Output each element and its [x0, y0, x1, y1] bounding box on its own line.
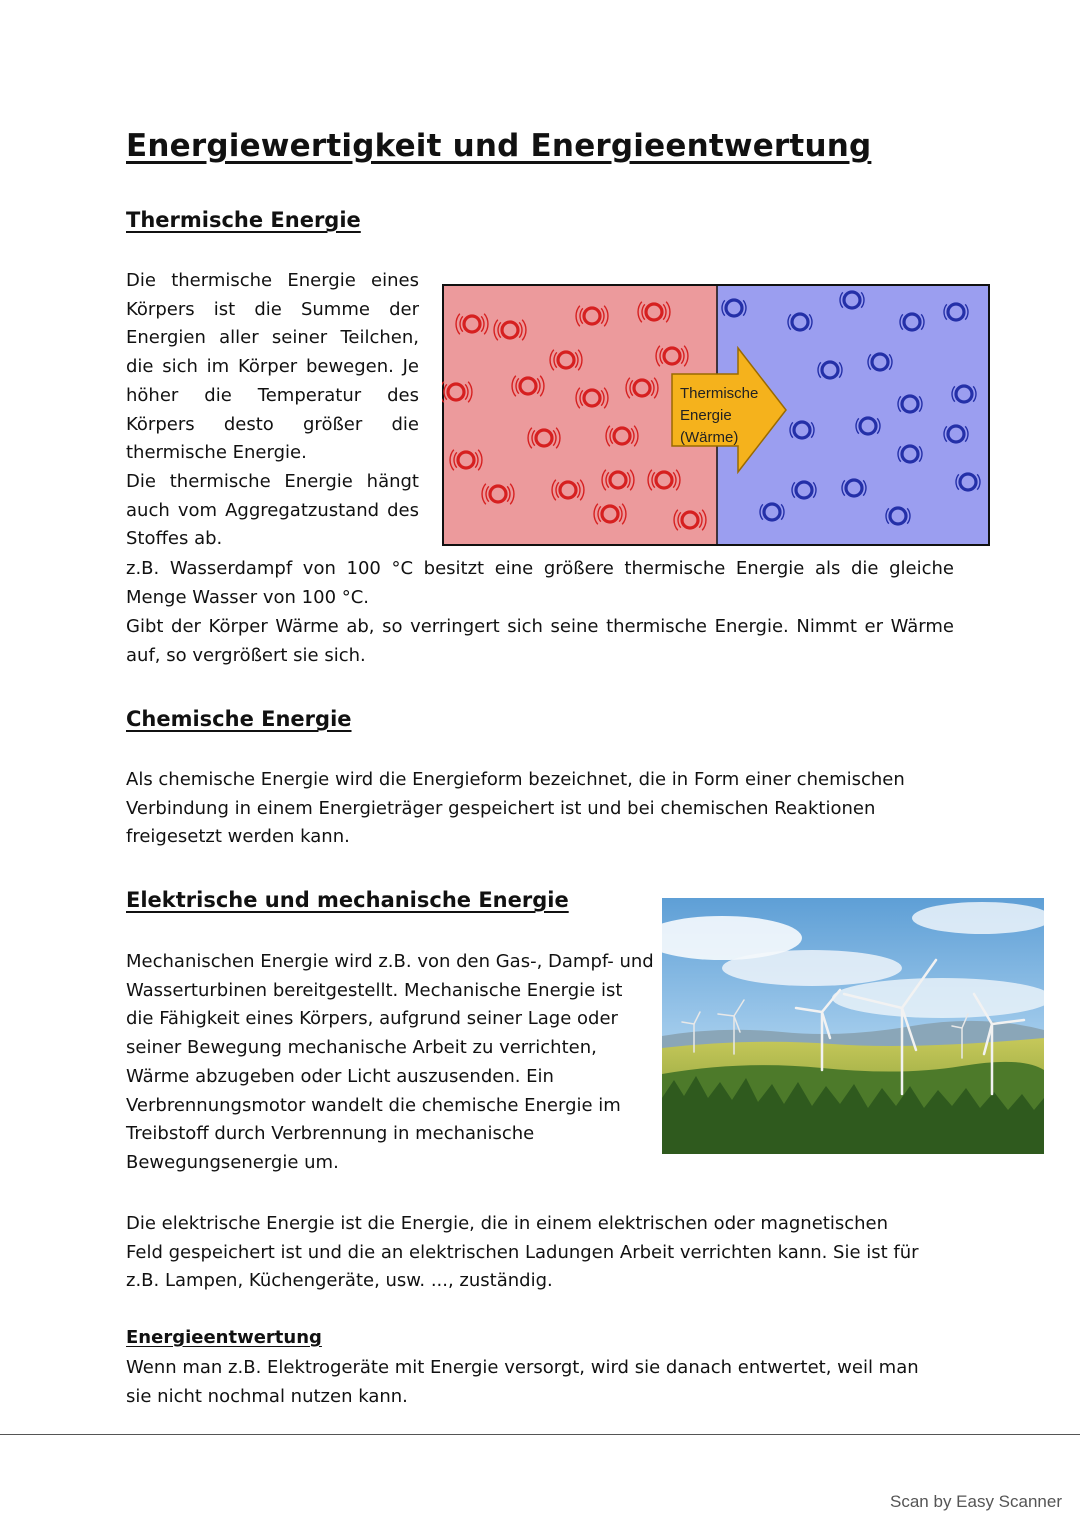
thermal-line: Die thermische Energie eines	[126, 270, 419, 291]
thermal-line: die sich im Körper bewegen. Je	[126, 356, 419, 378]
arrow-label-2: Energie	[680, 407, 732, 424]
mech-line: Verbrennungsmotor wandelt die chemische Energie im	[126, 1094, 621, 1116]
mech-line: Wasserturbinen bereitgestellt. Mechanische Energie ist	[126, 979, 623, 1001]
page-title: Energiewertigkeit und Energieentwertung	[126, 128, 872, 164]
thermal-line: auch vom Aggregatzustand des	[126, 499, 419, 521]
thermal-line: thermische Energie.	[126, 442, 307, 464]
mechanical-paragraph	[126, 948, 654, 1178]
mech-line: die Fähigkeit eines Körpers, aufgrund seiner Lage oder	[126, 1008, 618, 1030]
mech-line: seiner Bewegung mechanische Arbeit zu verrichten,	[126, 1037, 597, 1059]
heading-electric-mechanical: Elektrische und mechanische Energie	[126, 888, 569, 912]
mech-line: Mechanischen Energie wird z.B. von den Gas-, Dampf- und	[126, 951, 654, 972]
thermal-energy-diagram	[442, 284, 990, 546]
thermal-line: Körpers ist die Summe der	[126, 298, 419, 320]
electric-text: Die elektrische Energie ist die Energie, die in einem elektrischen oder magnetischen Feld gespeichert ist und die an elektrischen Ladungen Arbeit verrichten kann. Sie ist für z.B. Lampen, Küchengeräte, usw. ..., zuständig.	[126, 1213, 919, 1292]
chemical-text: Als chemische Energie wird die Energieform bezeichnet, die in Form einer chemischen Verbindung in einem Energieträger gespeichert ist und bei chemischen Reaktionen freigesetzt werden kann.	[126, 769, 905, 848]
thermal-example: z.B. Wasserdampf von 100 °C besitzt eine größere thermische Energie als die gleiche Menge Wasser von 100 °C.	[126, 558, 954, 608]
thermal-line: Stoffes ab.	[126, 528, 223, 550]
heading-chemical: Chemische Energie	[126, 707, 352, 731]
devaluation-text: Wenn man z.B. Elektrogeräte mit Energie versorgt, wird sie danach entwertet, weil man sie nicht nochmal nutzen kann.	[126, 1357, 919, 1407]
thermal-line: höher die Temperatur des	[126, 384, 419, 406]
thermal-line: Körpers desto größer die	[126, 413, 419, 435]
scanner-watermark: Scan by Easy Scanner	[890, 1492, 1062, 1511]
thermal-heat-text: Gibt der Körper Wärme ab, so verringert sich seine thermische Energie. Nimmt er Wärme auf, so vergrößert sie sich.	[126, 616, 954, 666]
wind-turbines-photo	[662, 898, 1044, 1154]
page-divider	[0, 1434, 1080, 1435]
mech-line: Treibstoff durch Verbrennung in mechanische	[126, 1123, 535, 1145]
thermal-line: Die thermische Energie hängt	[126, 470, 419, 492]
mech-line: Bewegungsenergie um.	[126, 1151, 339, 1173]
thermal-paragraph	[126, 267, 419, 554]
thermal-line: Energien aller seiner Teilchen,	[126, 327, 419, 349]
arrow-label-3: (Wärme)	[680, 429, 739, 446]
mech-line: Wärme abzugeben oder Licht auszusenden. Ein	[126, 1065, 554, 1087]
heading-devaluation: Energieentwertung	[126, 1327, 322, 1348]
arrow-label-1: Thermische	[680, 385, 759, 402]
heading-thermal: Thermische Energie	[126, 208, 361, 232]
